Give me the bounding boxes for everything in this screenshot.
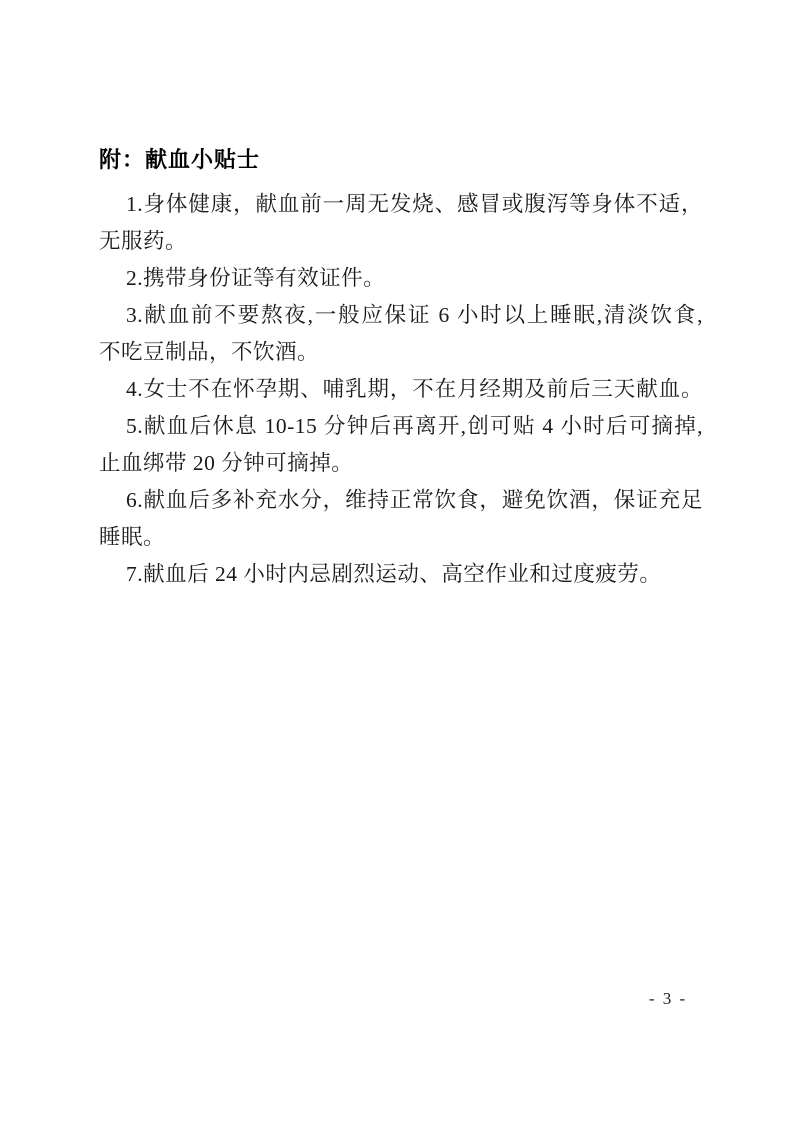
tip-5-line-2: 止血绑带 20 分钟可摘掉。 [99,451,354,475]
tip-3-line-1: 3.献血前不要熬夜,一般应保证 6 小时以上睡眠,清淡饮食, [126,303,703,327]
tip-1-line-1: 1.身体健康，献血前一周无发烧、感冒或腹泻等身体不适， [126,192,703,216]
document-body [99,146,703,593]
tip-2-line-1: 2.携带身份证等有效证件。 [126,266,386,290]
tip-6-line-2: 睡眠。 [99,525,166,549]
tip-3-line-2: 不吃豆制品，不饮酒。 [99,340,320,364]
tip-4-line-1: 4.女士不在怀孕期、哺乳期，不在月经期及前后三天献血。 [126,377,703,401]
tip-5-line-1: 5.献血后休息 10-15 分钟后再离开,创可贴 4 小时后可摘掉, [126,414,703,438]
tip-7-line-1: 7.献血后 24 小时内忌剧烈运动、高空作业和过度疲劳。 [126,562,662,586]
page-number: - 3 - [648,989,688,1008]
tip-1-line-2: 无服药。 [99,229,188,253]
tip-6-line-1: 6.献血后多补充水分，维持正常饮食，避免饮酒，保证充足 [126,488,703,512]
page-title: 附：献血小贴士 [99,147,261,172]
